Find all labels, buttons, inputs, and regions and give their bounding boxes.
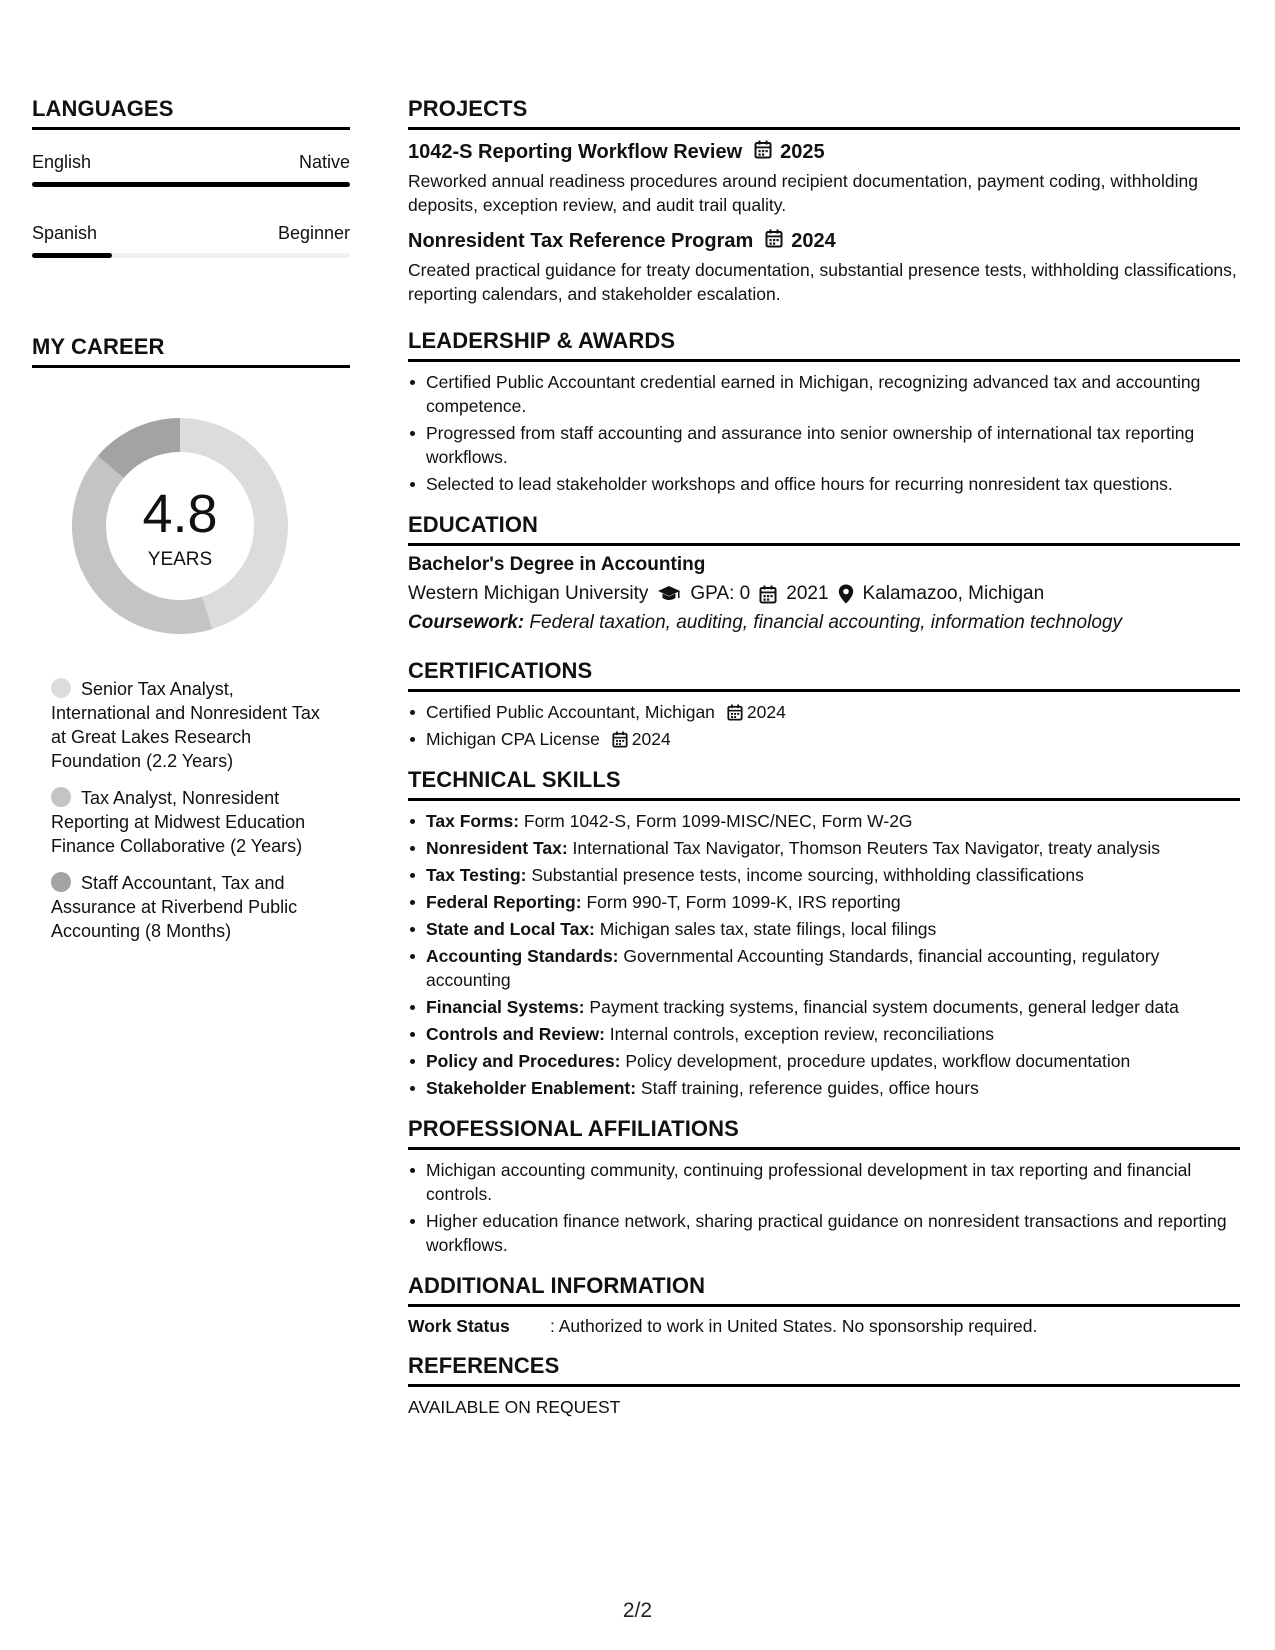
language-proficiency-fill <box>32 253 112 258</box>
skill-category: Financial Systems: <box>426 997 585 1017</box>
career-legend-item <box>51 677 321 773</box>
leadership-section <box>408 328 1240 496</box>
project-year: 2025 <box>780 141 825 163</box>
list-item <box>408 917 1240 941</box>
list-item <box>408 727 1240 751</box>
references-text: AVAILABLE ON REQUEST <box>408 1397 621 1417</box>
education-location: Kalamazoo, Michigan <box>862 583 1045 604</box>
work-status-label: Work Status <box>408 1316 510 1336</box>
skill-category: Tax Forms: <box>426 811 520 831</box>
education-section <box>408 512 1240 634</box>
map-pin-icon <box>838 584 854 604</box>
skill-category: Stakeholder Enablement: <box>426 1078 637 1098</box>
list-item <box>408 1022 1240 1046</box>
list-item: Higher education finance network, sharing practical guidance on nonresident transactions and reporting workflows. <box>408 1209 1240 1257</box>
work-status-value: : Authorized to work in United States. No sponsorship required. <box>550 1316 1038 1336</box>
projects-section <box>408 96 1240 306</box>
calendar-icon <box>759 585 777 604</box>
list-item: Progressed from staff accounting and assurance into senior ownership of international tax reporting workflows. <box>408 421 1240 469</box>
calendar-icon <box>765 229 783 254</box>
language-name: Spanish <box>32 223 98 243</box>
language-level: Native <box>298 152 350 172</box>
skill-values: Internal controls, exception review, reconciliations <box>604 1024 995 1044</box>
calendar-icon <box>612 731 628 748</box>
certification-year: 2024 <box>631 729 671 749</box>
project-title <box>408 229 1240 254</box>
skill-category: Policy and Procedures: <box>426 1051 621 1071</box>
leadership-title: LEADERSHIP & AWARDS <box>408 328 1240 362</box>
skill-values: Substantial presence tests, income sourcing, withholding classifications <box>526 865 1084 885</box>
education-details <box>408 583 1240 605</box>
legend-dot <box>51 787 71 807</box>
certifications-title: CERTIFICATIONS <box>408 658 1240 692</box>
list-item: Selected to lead stakeholder workshops and office hours for recurring nonresident tax questions. <box>408 472 1240 496</box>
list-item <box>408 890 1240 914</box>
skill-values: Form 990-T, Form 1099-K, IRS reporting <box>581 892 901 912</box>
education-gpa: GPA: 0 <box>690 583 751 604</box>
coursework-text: Federal taxation, auditing, financial accounting, information technology <box>524 612 1122 633</box>
skills-section <box>408 767 1240 1100</box>
additional-section <box>408 1273 1240 1337</box>
list-item <box>408 944 1240 992</box>
project-title <box>408 140 1240 165</box>
certifications-section <box>408 658 1240 751</box>
references-title: REFERENCES <box>408 1353 1240 1387</box>
project-name: Nonresident Tax Reference Program <box>408 230 754 252</box>
list-item <box>408 1049 1240 1073</box>
list-item <box>408 863 1240 887</box>
skill-values: Payment tracking systems, financial system documents, general ledger data <box>584 997 1179 1017</box>
references-section <box>408 1353 1240 1418</box>
list-item <box>408 809 1240 833</box>
list-item <box>408 1076 1240 1100</box>
skill-values: Staff training, reference guides, office hours <box>636 1078 979 1098</box>
graduation-cap-icon <box>657 585 681 603</box>
career-legend-label: Staff Accountant, Tax and Assurance at Riverbend Public Accounting (8 Months) <box>51 873 298 941</box>
skill-category: State and Local Tax: <box>426 919 595 939</box>
projects-title: PROJECTS <box>408 96 1240 130</box>
career-legend-label: Tax Analyst, Nonresident Reporting at Midwest Education Finance Collaborative (2 Years) <box>51 788 306 856</box>
left-column <box>32 96 350 956</box>
skill-category: Controls and Review: <box>426 1024 605 1044</box>
skill-values: Form 1042-S, Form 1099-MISC/NEC, Form W-2G <box>519 811 913 831</box>
language-proficiency-fill <box>32 182 350 187</box>
language-name: English <box>32 152 92 172</box>
career-total-unit: YEARS <box>147 549 213 570</box>
language-proficiency-bar <box>32 253 350 258</box>
page-number: 2/2 <box>622 1599 653 1622</box>
additional-title: ADDITIONAL INFORMATION <box>408 1273 1240 1307</box>
project-description: Reworked annual readiness procedures around recipient documentation, payment coding, withholding deposits, exception review, and audit trail quality. <box>408 171 1198 215</box>
career-legend-item <box>51 786 321 858</box>
education-school: Western Michigan University <box>408 583 649 604</box>
list-item <box>408 995 1240 1019</box>
career-legend <box>51 677 321 943</box>
language-proficiency-bar <box>32 182 350 187</box>
affiliations-section <box>408 1116 1240 1257</box>
certification-year: 2024 <box>746 702 786 722</box>
skill-values: Michigan sales tax, state filings, local filings <box>594 919 937 939</box>
certification-name: Certified Public Accountant, Michigan <box>426 702 715 722</box>
language-row-english <box>32 152 350 187</box>
certification-name: Michigan CPA License <box>426 729 600 749</box>
career-legend-label: Senior Tax Analyst, International and Nonresident Tax at Great Lakes Research Foundation (2.2 Years) <box>51 679 320 771</box>
right-column <box>408 96 1240 1418</box>
project-name: 1042-S Reporting Workflow Review <box>408 141 743 163</box>
career-total-value: 4.8 <box>142 484 218 544</box>
skills-title: TECHNICAL SKILLS <box>408 767 1240 801</box>
list-item: Michigan accounting community, continuing professional development in tax reporting and financial controls. <box>408 1158 1240 1206</box>
skill-values: Governmental Accounting Standards, financial accounting, regulatory accounting <box>426 946 1160 990</box>
calendar-icon <box>727 704 743 721</box>
career-donut-chart <box>65 411 295 641</box>
coursework-label: Coursework: <box>408 612 525 633</box>
language-level: Beginner <box>277 223 350 243</box>
education-title: EDUCATION <box>408 512 1240 546</box>
project-year: 2024 <box>791 230 836 252</box>
career-title: MY CAREER <box>32 334 350 368</box>
skill-values: Policy development, procedure updates, workflow documentation <box>620 1051 1131 1071</box>
project-description: Created practical guidance for treaty documentation, substantial presence tests, withholding classifications, reporting calendars, and stakeholder escalation. <box>408 260 1237 304</box>
languages-title: LANGUAGES <box>32 96 350 130</box>
skill-category: Accounting Standards: <box>426 946 619 966</box>
career-legend-item <box>51 871 321 943</box>
legend-dot <box>51 678 71 698</box>
list-item <box>408 700 1240 724</box>
education-degree: Bachelor's Degree in Accounting <box>408 554 706 575</box>
list-item: Certified Public Accountant credential earned in Michigan, recognizing advanced tax and accounting competence. <box>408 370 1240 418</box>
skill-category: Tax Testing: <box>426 865 527 885</box>
calendar-icon <box>754 140 772 165</box>
skill-category: Federal Reporting: <box>426 892 582 912</box>
skill-values: International Tax Navigator, Thomson Reuters Tax Navigator, treaty analysis <box>567 838 1161 858</box>
language-row-spanish <box>32 223 350 258</box>
list-item <box>408 836 1240 860</box>
education-year: 2021 <box>786 583 829 604</box>
skill-category: Nonresident Tax: <box>426 838 568 858</box>
work-status-row <box>408 1316 1240 1337</box>
legend-dot <box>51 872 71 892</box>
affiliations-title: PROFESSIONAL AFFILIATIONS <box>408 1116 1240 1150</box>
education-coursework <box>408 612 1240 634</box>
